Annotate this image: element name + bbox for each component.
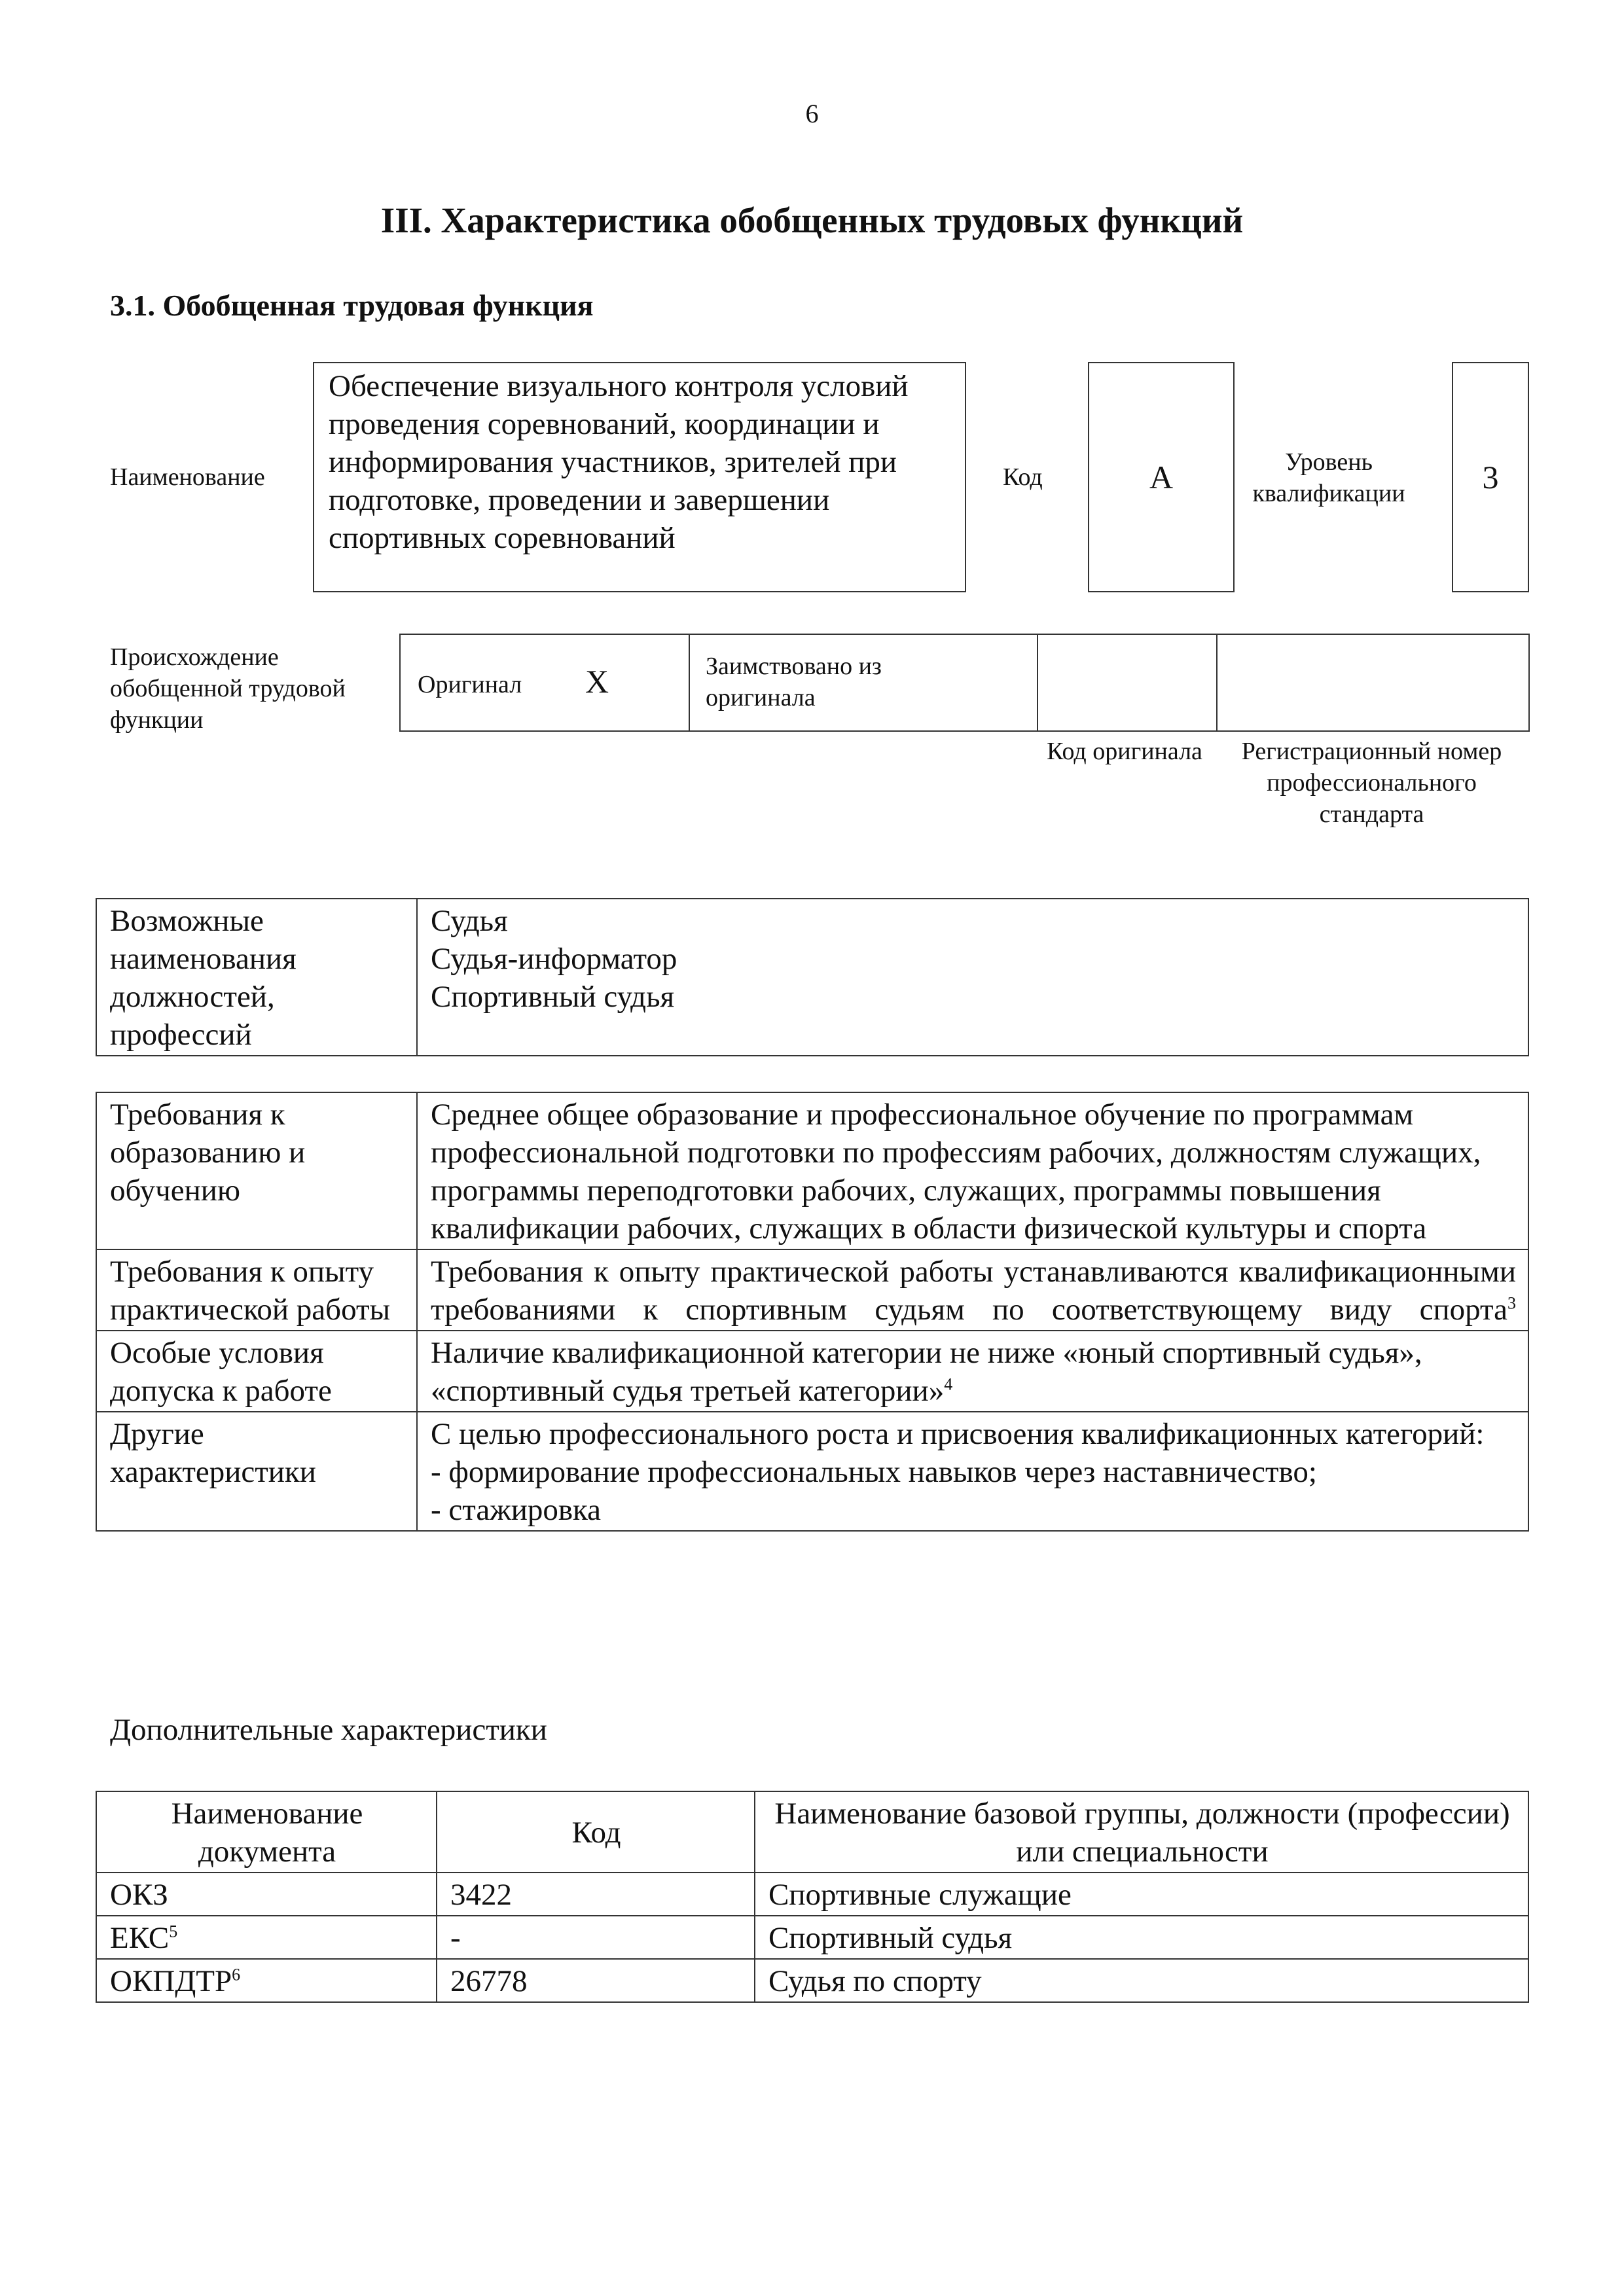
column-header: Код <box>437 1791 755 1873</box>
table-row <box>96 1249 1528 1331</box>
doc-name: ЕКС <box>110 1921 170 1955</box>
requirement-label: Другие характеристики <box>96 1412 417 1531</box>
function-name-value: Обеспечение визуального контроля условий проведения соревнований, координации и информирования участников, зрителей при подготовке, проведении и завершении спортивных соревнований <box>329 369 909 555</box>
subsection-title: 3.1. Обобщенная трудовая функция <box>110 289 594 322</box>
doc-cell <box>96 1959 437 2002</box>
original-label: Оригинал <box>418 671 522 698</box>
origin-divider <box>1037 635 1038 730</box>
requirement-value <box>417 1412 1528 1531</box>
code-value: A <box>1149 459 1174 495</box>
doc-name: ОКЗ <box>110 1878 168 1912</box>
requirement-value <box>417 1092 1528 1249</box>
positions-table <box>96 898 1529 1056</box>
table-row <box>96 1412 1528 1531</box>
table-row <box>96 1331 1528 1412</box>
origin-divider <box>1216 635 1218 730</box>
requirement-value <box>417 1249 1528 1331</box>
table-row <box>96 1092 1528 1249</box>
doc-name: ОКПДТР <box>110 1964 232 1998</box>
requirement-text: Требования к опыту практической работы устанавливаются квалификационными требованиями к спортивным судьям по соответствующему виду спорта <box>431 1255 1516 1327</box>
requirement-text: Наличие квалификационной категории не ниже «юный спортивный судья», «спортивный судья третьей категории» <box>431 1336 1422 1408</box>
requirement-line: - формирование профессиональных навыков через наставничество; <box>431 1455 1317 1489</box>
positions-label: Возможные наименования должностей, профессий <box>96 899 417 1056</box>
column-header: Наименование базовой группы, должности (профессии) или специальности <box>755 1791 1528 1873</box>
code-cell: 26778 <box>437 1959 755 2002</box>
origin-table <box>399 634 1530 732</box>
name-cell: Судья по спорту <box>755 1959 1528 2002</box>
table-row <box>96 1916 1528 1959</box>
table-row <box>96 899 1528 1056</box>
name-cell: Спортивный судья <box>755 1916 1528 1959</box>
position-item: Судья-информатор <box>431 942 677 976</box>
level-label: Уровень квалификации <box>1252 448 1405 507</box>
position-item: Спортивный судья <box>431 980 675 1014</box>
requirement-text: Среднее общее образование и профессиональное обучение по программам профессиональной подготовки по профессиям рабочих, должностям служащих, программы переподготовки рабочих, служащих, программы повышения квалификации рабочих, служащих в области физической культуры и спорта <box>431 1098 1481 1246</box>
table-header-row <box>96 1791 1528 1873</box>
borrowed-label: Заимствовано из оригинала <box>706 653 882 711</box>
requirement-value <box>417 1331 1528 1412</box>
requirements-table <box>96 1092 1529 1532</box>
column-header: Наименование документа <box>96 1791 437 1873</box>
original-code-caption: Код оригинала <box>1047 738 1202 765</box>
footnote-marker: 4 <box>944 1374 953 1394</box>
additional-title: Дополнительные характеристики <box>110 1713 547 1747</box>
level-value: 3 <box>1482 459 1499 495</box>
reg-number-caption: Регистрационный номер профессионального стандарта <box>1241 738 1502 828</box>
name-cell: Спортивные служащие <box>755 1873 1528 1916</box>
original-mark: X <box>585 663 609 700</box>
additional-table <box>96 1791 1529 2003</box>
origin-divider <box>689 635 690 730</box>
code-cell: 3422 <box>437 1873 755 1916</box>
table-row <box>96 1873 1528 1916</box>
code-label: Код <box>1003 463 1043 491</box>
requirement-label: Особые условия допуска к работе <box>96 1331 417 1412</box>
position-item: Судья <box>431 904 508 938</box>
table-row <box>96 1959 1528 2002</box>
doc-cell <box>96 1873 437 1916</box>
origin-label: Происхождение обобщенной трудовой функции <box>110 643 346 734</box>
level-value-box <box>1452 362 1529 592</box>
footnote-marker: 5 <box>169 1922 178 1941</box>
name-label: Наименование <box>110 463 265 491</box>
requirement-line: - стажировка <box>431 1493 602 1527</box>
footnote-marker: 3 <box>1507 1293 1516 1313</box>
requirement-label: Требования к опыту практической работы <box>96 1249 417 1331</box>
footnote-marker: 6 <box>232 1965 241 1984</box>
code-cell: - <box>437 1916 755 1959</box>
page-number: 6 <box>805 99 819 128</box>
function-name-box <box>313 362 966 592</box>
requirement-line: С целью профессионального роста и присвоения квалификационных категорий: <box>431 1417 1485 1451</box>
positions-values <box>417 899 1528 1056</box>
code-value-box <box>1088 362 1235 592</box>
requirement-label: Требования к образованию и обучению <box>96 1092 417 1249</box>
doc-cell <box>96 1916 437 1959</box>
section-title: III. Характеристика обобщенных трудовых функций <box>380 200 1244 240</box>
